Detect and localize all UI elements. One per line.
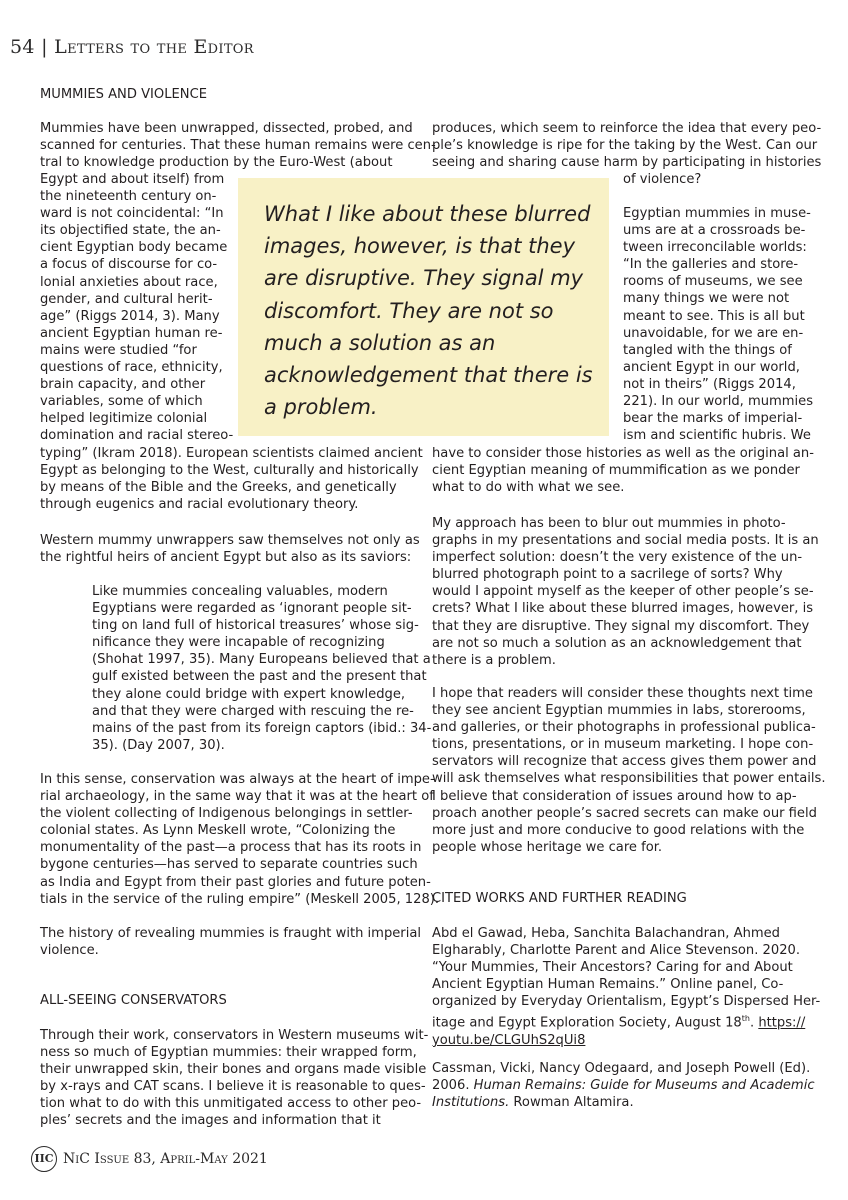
- text-line: gender, and cultural herit-: [40, 291, 213, 307]
- text-line: the nineteenth century on-: [40, 189, 217, 205]
- text-line: scanned for centuries. That these human remains were cen-: [40, 138, 436, 154]
- text-line: through eugenics and racial evolutionary theory.: [40, 497, 359, 513]
- ref-text: .: [749, 1015, 759, 1031]
- text-line: that they are disruptive. They signal my discomfort. They: [432, 618, 810, 634]
- text-line: colonial states. As Lynn Meskell wrote, “Colonizing the: [40, 823, 396, 839]
- text-line: cient Egyptian body became: [40, 240, 228, 256]
- right-paragraph-2-narrow: [623, 205, 813, 444]
- text-line: tials in the service of the ruling empire” (Meskell 2005, 128).: [40, 891, 440, 907]
- text-line: organized by Everyday Orientalism, Egypt’s Dispersed Her-: [432, 994, 821, 1010]
- text-line: the violent collecting of Indigenous belongings in settler-: [40, 806, 413, 822]
- text-line: Egypt as belonging to the West, culturally and historically: [40, 463, 419, 479]
- text-line: and that they were charged with rescuing the re-: [92, 703, 414, 719]
- text-line: crets? What I like about these blurred images, however, is: [432, 601, 814, 617]
- footer: [31, 1146, 268, 1172]
- text-line: ancient Egypt in our world,: [623, 359, 800, 375]
- text-line: as India and Egypt from their past glories and future poten-: [40, 874, 431, 890]
- text-line: bygone centuries—has served to separate countries such: [40, 857, 418, 873]
- text-line: mains of the past from its foreign captors (ibid.: 34-: [92, 720, 432, 736]
- text-line: Cassman, Vicki, Nancy Odegaard, and Joseph Powell (Ed).: [432, 1061, 811, 1076]
- left-paragraph-4: [40, 925, 421, 959]
- text-line: Abd el Gawad, Heba, Sanchita Balachandran, Ahmed: [432, 926, 780, 941]
- ref-title: Institutions.: [432, 1095, 510, 1111]
- text-line: Western mummy unwrappers saw themselves not only as: [40, 533, 420, 548]
- text-line: tral to knowledge production by the Euro-West (about: [40, 155, 393, 171]
- text-line: Ancient Egyptian Human Remains.” Online panel, Co-: [432, 977, 784, 993]
- text-line: monumentality of the past—a process that has its roots in: [40, 840, 422, 856]
- youtube-link-part-1[interactable]: https://: [758, 1015, 806, 1031]
- left-paragraph-3: [40, 771, 440, 908]
- right-paragraph-1-end: of violence?: [623, 172, 702, 187]
- running-header: [10, 36, 254, 58]
- iic-logo: IIC: [31, 1146, 57, 1172]
- text-line: bear the marks of imperial-: [623, 411, 803, 427]
- text-line: graphs in my presentations and social media posts. It is an: [432, 533, 819, 549]
- right-paragraph-2-rest: [432, 445, 812, 496]
- text-line: what to do with what we see.: [432, 480, 625, 496]
- text-line: [432, 1077, 815, 1094]
- text-line: “In the galleries and store-: [623, 257, 799, 273]
- text-line: ples’ secrets and the images and information that it: [40, 1113, 381, 1129]
- text-line: and galleries, or their photographs in professional publica-: [432, 720, 816, 736]
- text-line: lonial anxieties about race,: [40, 274, 218, 290]
- heading-mummies-and-violence: MUMMIES AND VIOLENCE: [40, 87, 207, 102]
- ref-publisher: Rowman Altamira.: [509, 1095, 634, 1111]
- text-line: domination and racial stereo-: [40, 428, 234, 444]
- reference-1: [432, 925, 821, 1049]
- text-line: Egyptians were regarded as ‘ignorant people sit-: [92, 601, 412, 617]
- left-paragraph-1-top: [40, 120, 436, 171]
- text-line: cient Egyptian meaning of mummification as we ponder: [432, 463, 800, 479]
- reference-2: [432, 1060, 815, 1111]
- text-line: tion what to do with this unmitigated access to other peo-: [40, 1096, 422, 1112]
- text-line: not in theirs” (Riggs 2014,: [623, 376, 796, 392]
- text-line: 221). In our world, mummies: [623, 394, 814, 410]
- text-line: mains were studied “for: [40, 342, 197, 358]
- block-quote: [92, 583, 432, 754]
- text-line: the rightful heirs of ancient Egypt but also as its saviors:: [40, 550, 412, 566]
- text-line: ness so much of Egyptian mummies: their wrapped form,: [40, 1045, 417, 1061]
- text-line: Egyptian mummies in muse-: [623, 206, 811, 221]
- text-line: brain capacity, and other: [40, 377, 206, 393]
- text-line: (Shohat 1997, 35). Many Europeans believed that a: [92, 652, 431, 668]
- text-line: I hope that readers will consider these thoughts next time: [432, 686, 813, 701]
- text-line: they alone could bridge with expert knowledge,: [92, 686, 406, 702]
- text-line: [432, 1094, 812, 1111]
- text-line: ism and scientific hubris. We: [623, 428, 811, 444]
- text-line: The history of revealing mummies is fraught with imperial: [40, 926, 421, 941]
- pull-quote-box: [238, 178, 609, 436]
- text-line: its objectified state, the an-: [40, 223, 221, 239]
- text-line: rial archaeology, in the same way that it was at the heart of: [40, 789, 434, 805]
- text-line: helped legitimize colonial: [40, 411, 208, 427]
- left-paragraph-2: [40, 532, 420, 566]
- right-paragraph-4: [432, 685, 826, 856]
- section-title: Letters to the Editor: [54, 36, 254, 58]
- text-line: Egypt and about itself) from: [40, 172, 225, 187]
- right-paragraph-3: [432, 515, 819, 669]
- left-paragraph-1-narrow: [40, 171, 236, 445]
- text-line: [432, 1010, 812, 1031]
- text-line: would I appoint myself as the keeper of other people’s se-: [432, 584, 814, 600]
- text-line: meant to see. This is all but: [623, 308, 805, 324]
- text-line: more just and more conducive to good relations with the: [432, 822, 805, 838]
- text-line: tween irreconcilable worlds:: [623, 240, 807, 256]
- text-line: seeing and sharing cause harm by participating in histories: [432, 155, 822, 171]
- text-line: ums are at a crossroads be-: [623, 223, 806, 239]
- text-line: gulf existed between the past and the present that: [92, 669, 427, 685]
- youtube-link-part-2[interactable]: youtu.be/CLGUhS2qUi8: [432, 1032, 586, 1048]
- text-line: by x-rays and CAT scans. I believe it is reasonable to ques-: [40, 1079, 426, 1095]
- heading-all-seeing-conservators: ALL-SEEING CONSERVATORS: [40, 993, 227, 1008]
- text-line: rooms of museums, we see: [623, 274, 803, 290]
- text-line: Mummies have been unwrapped, dissected, probed, and: [40, 121, 413, 136]
- ref-year: 2006.: [432, 1078, 474, 1094]
- pull-quote-text: What I like about these blurred images, however, is that they are disruptive. They signal my discomfort. They are not so much a solution as an acknowledgement that there is a problem.: [264, 202, 593, 420]
- text-line: typing” (Ikram 2018). European scientists claimed ancient: [40, 446, 423, 461]
- text-line: Through their work, conservators in Western museums wit-: [40, 1028, 429, 1043]
- text-line: by means of the Bible and the Greeks, and genetically: [40, 480, 397, 496]
- text-line: they see ancient Egyptian mummies in labs, storerooms,: [432, 703, 806, 719]
- text-line: [432, 1032, 812, 1049]
- text-line: tangled with the things of: [623, 342, 792, 358]
- text-line: age” (Riggs 2014, 3). Many: [40, 308, 220, 324]
- text-line: I believe that consideration of issues around how to ap-: [432, 788, 797, 804]
- text-line: their unwrapped skin, their bones and organs made visible: [40, 1062, 427, 1078]
- text-line: ting on land full of historical treasures’ whose sig-: [92, 618, 419, 634]
- left-paragraph-5: [40, 1027, 429, 1130]
- text-line: tions, presentations, or in museum marketing. I hope con-: [432, 737, 814, 753]
- text-line: ple’s knowledge is ripe for the taking by the West. Can our: [432, 138, 818, 154]
- text-line: nificance they were incapable of recognizing: [92, 635, 385, 651]
- issue-info: NiC Issue 83, April-May 2021: [63, 1151, 268, 1167]
- ref-title: Human Remains: Guide for Museums and Academic: [473, 1078, 815, 1094]
- text-line: a focus of discourse for co-: [40, 257, 218, 273]
- text-line: will ask themselves what responsibilities that power entails.: [432, 771, 826, 787]
- left-paragraph-1-rest: [40, 445, 423, 513]
- ref-text: itage and Egypt Exploration Society, August 18: [432, 1015, 742, 1031]
- page-number: 54: [10, 36, 35, 58]
- text-line: many things we were not: [623, 291, 790, 307]
- text-line: ward is not coincidental: “In: [40, 206, 224, 222]
- text-line: people whose heritage we care for.: [432, 839, 663, 855]
- text-line: In this sense, conservation was always at the heart of impe-: [40, 772, 435, 787]
- text-line: 35). (Day 2007, 30).: [92, 737, 225, 753]
- ordinal-suffix: th: [741, 1014, 750, 1024]
- text-line: have to consider those histories as well as the original an-: [432, 446, 814, 461]
- text-line: ancient Egyptian human re-: [40, 325, 223, 341]
- text-line: are not so much a solution as an acknowledgement that: [432, 635, 802, 651]
- text-line: questions of race, ethnicity,: [40, 360, 223, 376]
- header-separator: |: [41, 36, 48, 58]
- text-line: produces, which seem to reinforce the idea that every peo-: [432, 121, 822, 136]
- text-line: variables, some of which: [40, 394, 203, 410]
- text-line: blurred photograph point to a sacrilege of sorts? Why: [432, 567, 783, 583]
- text-line: proach another people’s sacred secrets can make our field: [432, 805, 817, 821]
- right-paragraph-1-top: [432, 120, 822, 171]
- text-line: unavoidable, for we are en-: [623, 325, 804, 341]
- heading-cited-works: CITED WORKS AND FURTHER READING: [432, 891, 687, 906]
- text-line: servators will recognize that access gives them power and: [432, 754, 817, 770]
- text-line: Like mummies concealing valuables, modern: [92, 584, 388, 599]
- text-line: there is a problem.: [432, 652, 556, 668]
- text-line: My approach has been to blur out mummies in photo-: [432, 516, 786, 531]
- text-line: “Your Mummies, Their Ancestors? Caring for and About: [432, 960, 793, 976]
- text-line: violence.: [40, 943, 99, 959]
- text-line: Elgharably, Charlotte Parent and Alice Stevenson. 2020.: [432, 943, 801, 959]
- text-line: imperfect solution: doesn’t the very existence of the un-: [432, 550, 803, 566]
